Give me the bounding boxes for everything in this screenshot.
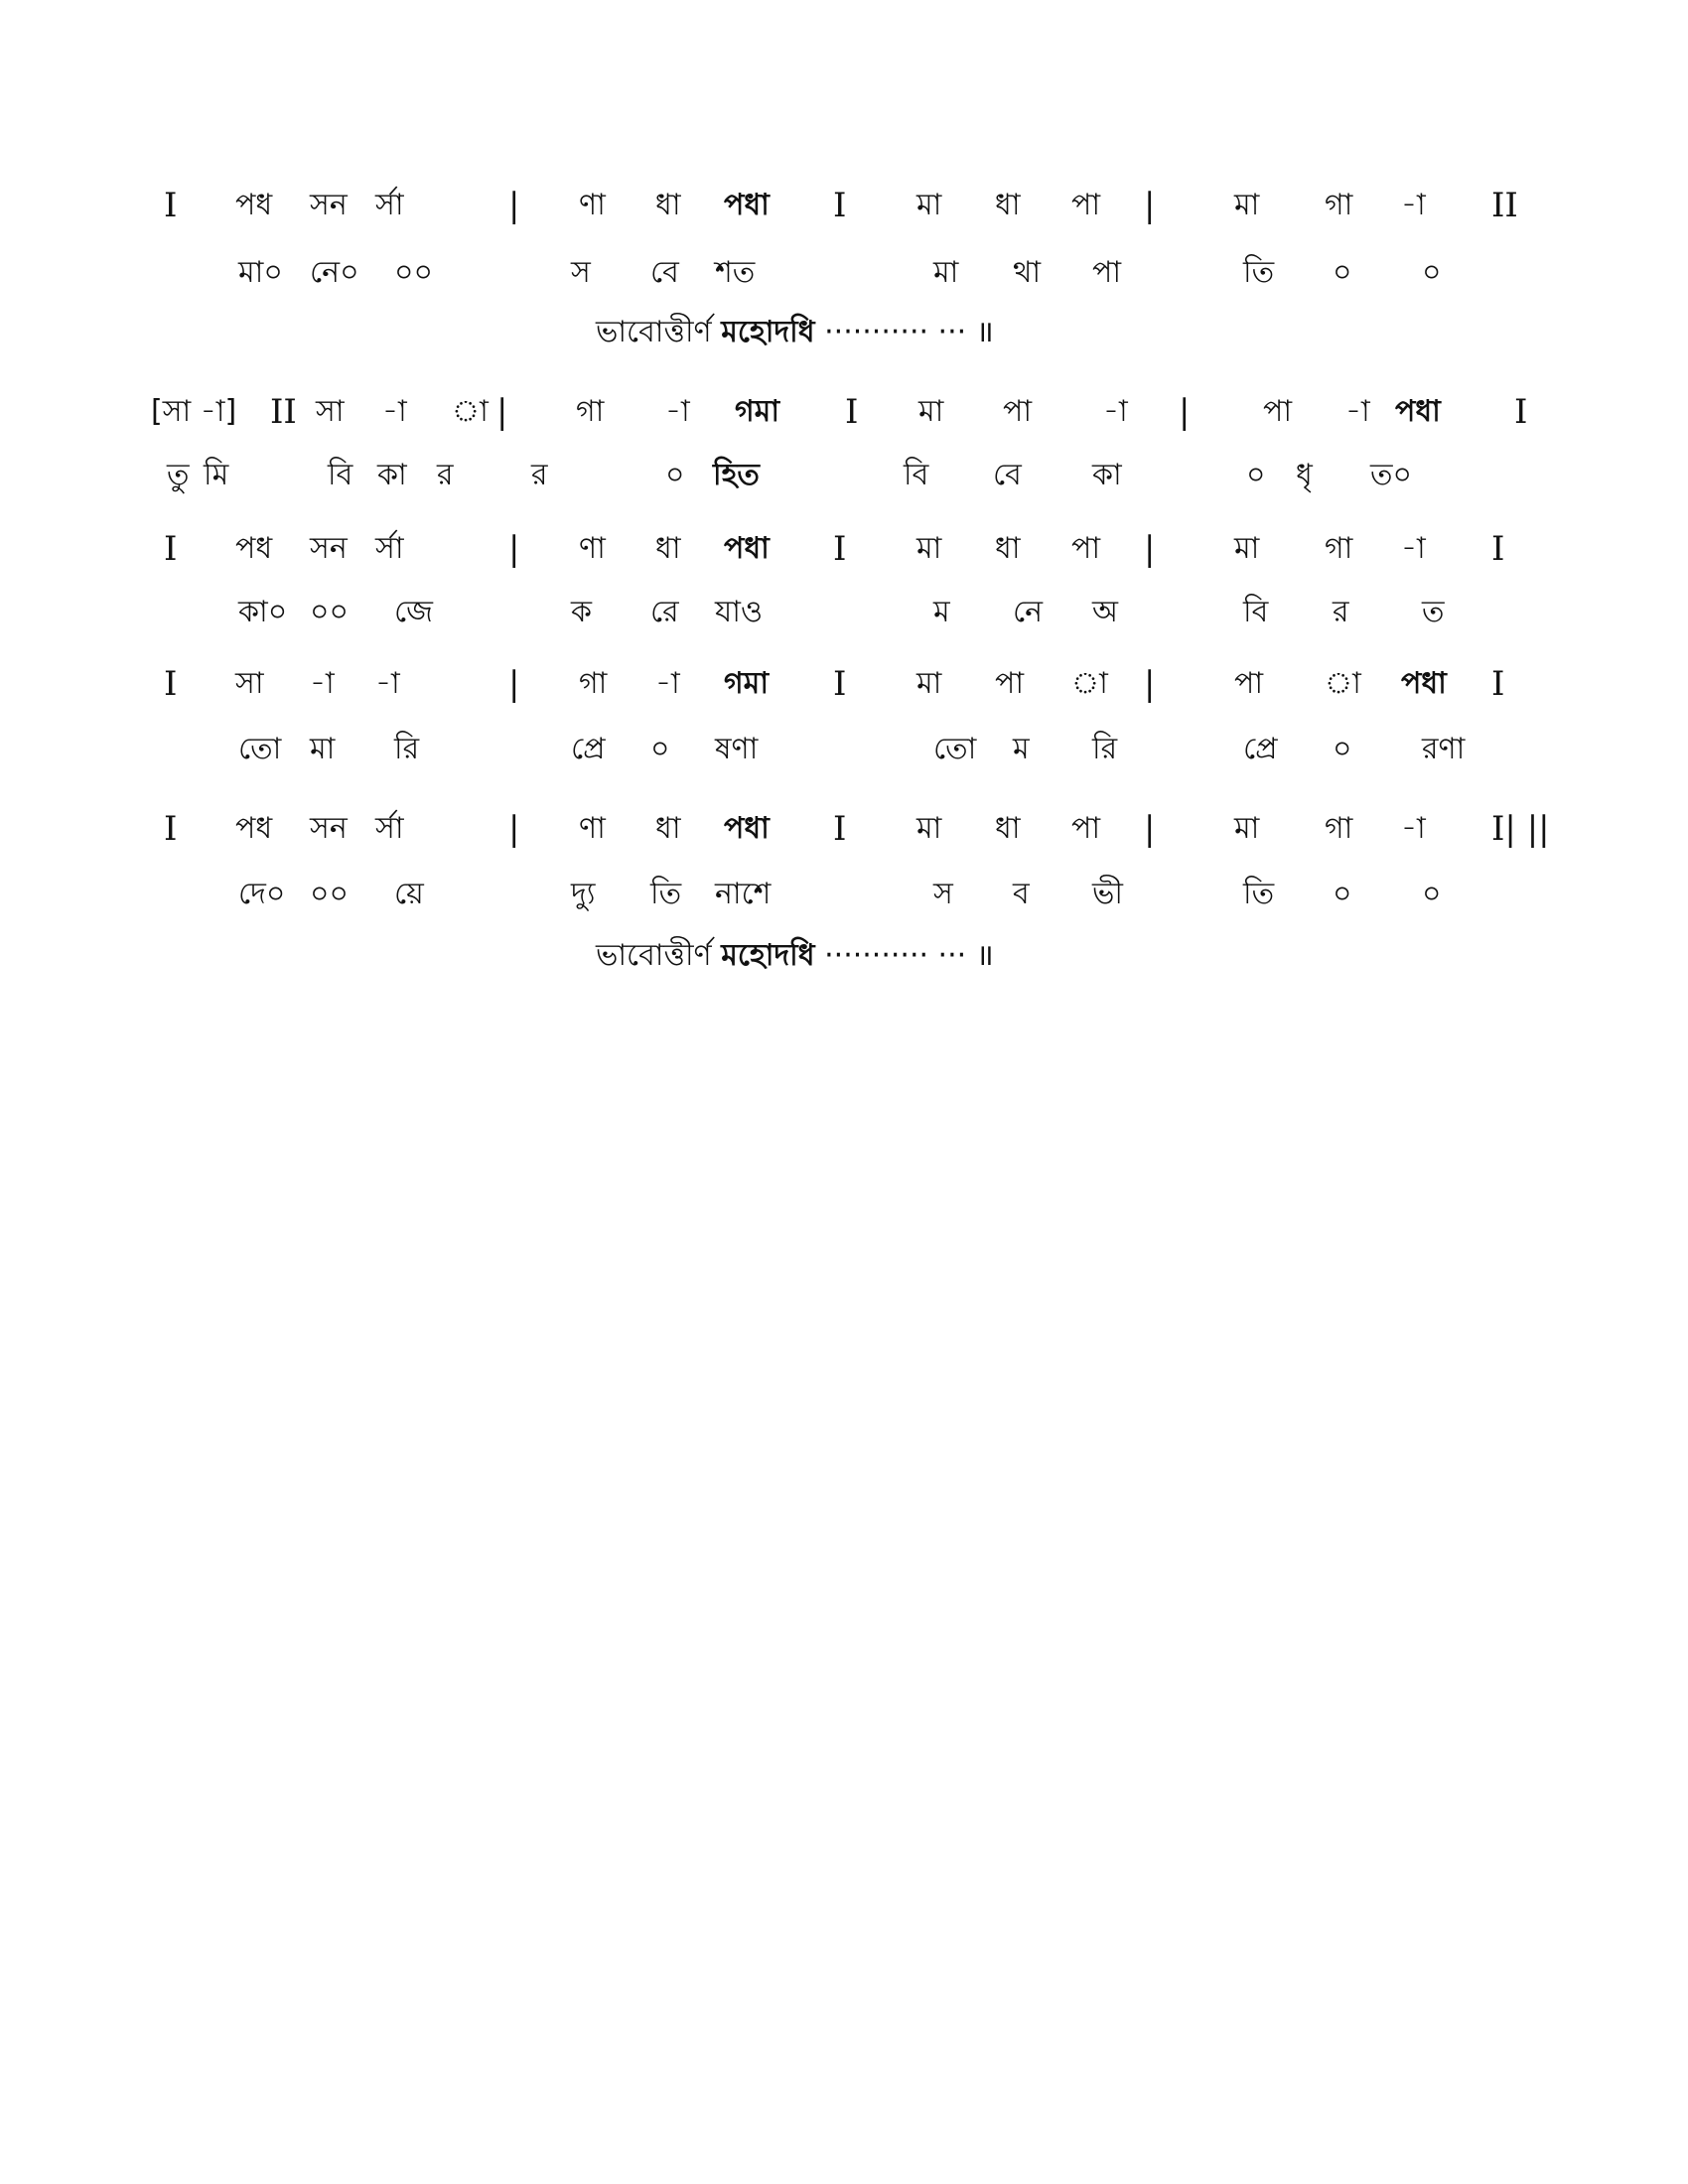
note-token: গমা <box>724 666 770 701</box>
refrain-word: ভাবোত্তীর্ণ <box>596 938 712 973</box>
lyric-syllable: রে <box>650 595 679 629</box>
barline: II <box>1491 186 1518 225</box>
note-token: সন <box>310 811 348 846</box>
barline: I <box>833 809 847 849</box>
barline: I <box>164 186 178 225</box>
note-token: -া <box>310 666 335 701</box>
note-token: র্সা <box>375 531 404 566</box>
note-token: মা <box>1234 531 1260 566</box>
lyric-syllable: অ <box>1092 595 1118 629</box>
lyric-syllable: কা <box>1092 458 1122 492</box>
note-token: ণা <box>579 811 606 846</box>
barline: I <box>845 392 859 432</box>
note-token: সা <box>316 394 345 429</box>
barline: | <box>496 392 508 432</box>
lyric-syllable: বি <box>328 458 353 492</box>
lyric-syllable: ০ <box>650 732 670 766</box>
note-token: পা <box>1071 531 1101 566</box>
barline: I <box>164 664 178 704</box>
lyric-syllable: শত <box>715 255 756 290</box>
note-token: পা <box>1003 394 1033 429</box>
note-token: গা <box>576 394 605 429</box>
note-token: া <box>1071 666 1108 701</box>
lyric-syllable: ক <box>571 595 592 629</box>
lyric-syllable: ০ <box>1333 877 1352 911</box>
note-token: পা <box>1263 394 1293 429</box>
barline: | <box>508 529 520 569</box>
barline: I <box>164 809 178 849</box>
barline: I <box>1514 392 1528 432</box>
barline: I <box>833 186 847 225</box>
lyric-syllable: ষণা <box>715 732 759 766</box>
refrain-line <box>596 316 994 349</box>
barline: I <box>1491 529 1505 569</box>
lyric-syllable: ০ <box>665 458 685 492</box>
barline: I <box>1491 664 1505 704</box>
lyric-syllable: ত০ <box>1370 458 1413 492</box>
note-token: -া <box>375 666 400 701</box>
note-token: পা <box>1071 811 1101 846</box>
note-token: পধ <box>235 188 273 222</box>
refrain-word: মহোদধি <box>721 938 815 973</box>
lyric-syllable: দে০ <box>238 877 286 911</box>
barline: | <box>1144 186 1156 225</box>
lyric-syllable: স <box>933 877 953 911</box>
note-token: মা <box>916 188 942 222</box>
note-token: ধা <box>995 188 1021 222</box>
note-token: -া <box>1401 531 1426 566</box>
note-token: মা <box>918 394 944 429</box>
note-token: -া <box>655 666 680 701</box>
lyric-syllable: তো <box>238 732 282 766</box>
lyric-syllable: মা <box>933 255 959 290</box>
lyric-syllable: ভী <box>1092 877 1123 911</box>
note-token: -া <box>1401 188 1426 222</box>
note-token: পা <box>1071 188 1101 222</box>
note-token: গমা <box>735 394 780 429</box>
note-token: মা <box>1234 188 1260 222</box>
note-token: পধা <box>1395 394 1441 429</box>
note-token: -া <box>1401 811 1426 846</box>
note-token: ণা <box>579 188 606 222</box>
barline: I <box>164 529 178 569</box>
lyric-syllable: জে <box>394 595 434 629</box>
lyric-syllable: বি <box>1243 595 1269 629</box>
lyric-syllable: তি <box>650 877 682 911</box>
note-token: পধ <box>235 531 273 566</box>
lyric-syllable: রণা <box>1422 732 1466 766</box>
lyric-syllable: নাশে <box>715 877 772 911</box>
lyric-syllable: বে <box>993 458 1022 492</box>
refrain-dots: ··········· ··· <box>824 938 967 973</box>
lyric-syllable: ০০ <box>310 595 350 629</box>
barline: I| || <box>1491 809 1550 849</box>
note-token: [সা -া] <box>151 394 237 429</box>
note-token: ধা <box>655 811 681 846</box>
lyric-syllable: বে <box>650 255 679 290</box>
lyric-syllable: রি <box>394 732 420 766</box>
lyric-syllable: ধৃ <box>1296 458 1313 492</box>
lyric-syllable: ম <box>1013 732 1030 766</box>
lyric-syllable: যাও <box>715 595 764 629</box>
note-token: মা <box>916 531 942 566</box>
note-token: সা <box>235 666 264 701</box>
lyric-syllable: স <box>571 255 591 290</box>
note-token: পধা <box>724 811 770 846</box>
barline: | <box>508 809 520 849</box>
note-token: গা <box>1325 531 1353 566</box>
note-token: পা <box>1234 666 1264 701</box>
refrain-word: মহোদধি <box>721 315 815 349</box>
note-token: -া <box>665 394 690 429</box>
lyric-syllable: প্রে <box>1243 732 1278 766</box>
lyric-syllable: নে০ <box>310 255 359 290</box>
lyric-syllable: থা <box>1013 255 1042 290</box>
lyric-syllable: মা <box>310 732 336 766</box>
lyric-syllable: রি <box>1092 732 1118 766</box>
note-token: -া <box>1103 394 1128 429</box>
lyric-syllable: প্রে <box>571 732 606 766</box>
barline: | <box>1144 664 1156 704</box>
note-token: া <box>1325 666 1361 701</box>
lyric-syllable: কা <box>377 458 407 492</box>
lyric-syllable: ০ <box>1422 877 1442 911</box>
lyric-syllable: র <box>531 458 548 492</box>
lyric-syllable: ০ <box>1422 255 1442 290</box>
lyric-syllable: হিত <box>713 458 760 492</box>
note-token: গা <box>1325 811 1353 846</box>
barline: II <box>270 392 297 432</box>
refrain-line <box>596 939 994 973</box>
note-token: -া <box>1345 394 1370 429</box>
lyric-syllable: র <box>1333 595 1349 629</box>
lyric-syllable: তি <box>1243 877 1275 911</box>
note-token: ধা <box>995 811 1021 846</box>
barline: | <box>1144 809 1156 849</box>
barline: | <box>1179 392 1191 432</box>
barline: | <box>1144 529 1156 569</box>
note-token: পধা <box>724 531 770 566</box>
lyric-syllable: বি <box>904 458 929 492</box>
refrain-word: ভাবোত্তীর্ণ <box>596 315 712 349</box>
note-token: সন <box>310 531 348 566</box>
note-token: সন <box>310 188 348 222</box>
lyric-syllable: কা০ <box>238 595 288 629</box>
lyric-syllable: পা <box>1092 255 1122 290</box>
refrain-dots: ··········· ··· <box>824 315 967 349</box>
lyric-syllable: মি <box>204 458 229 492</box>
note-token: গা <box>579 666 608 701</box>
lyric-syllable: তু <box>167 458 190 492</box>
lyric-syllable: তি <box>1243 255 1275 290</box>
lyric-syllable: র <box>437 458 454 492</box>
note-token: পধা <box>724 188 770 222</box>
lyric-syllable: মা০ <box>238 255 283 290</box>
lyric-syllable: তো <box>933 732 977 766</box>
note-token: ধা <box>995 531 1021 566</box>
note-token: া <box>452 394 489 429</box>
note-token: পধ <box>235 811 273 846</box>
note-token: মা <box>916 666 942 701</box>
note-token: পা <box>995 666 1025 701</box>
lyric-syllable: ম <box>933 595 950 629</box>
lyric-syllable: ০ <box>1333 732 1352 766</box>
lyric-syllable: ব <box>1013 877 1030 911</box>
lyric-syllable: ০০ <box>394 255 434 290</box>
note-token: মা <box>1234 811 1260 846</box>
note-token: মা <box>916 811 942 846</box>
note-token: ণা <box>579 531 606 566</box>
barline: | <box>508 186 520 225</box>
barline: | <box>508 664 520 704</box>
lyric-syllable: ০ <box>1333 255 1352 290</box>
note-token: পধা <box>1401 666 1447 701</box>
lyric-syllable: ০০ <box>310 877 350 911</box>
note-token: ধা <box>655 531 681 566</box>
refrain-end-mark: ॥ <box>975 315 994 349</box>
note-token: র্সা <box>375 188 404 222</box>
barline: I <box>833 529 847 569</box>
lyric-syllable: ০ <box>1246 458 1266 492</box>
note-token: গা <box>1325 188 1353 222</box>
lyric-syllable: য়ে <box>394 877 424 911</box>
note-token: -া <box>382 394 407 429</box>
refrain-end-mark: ॥ <box>975 938 994 973</box>
lyric-syllable: নে <box>1013 595 1044 629</box>
note-token: ধা <box>655 188 681 222</box>
lyric-syllable: ত <box>1422 595 1445 629</box>
barline: I <box>833 664 847 704</box>
note-token: র্সা <box>375 811 404 846</box>
lyric-syllable: দ্যু <box>571 877 596 911</box>
